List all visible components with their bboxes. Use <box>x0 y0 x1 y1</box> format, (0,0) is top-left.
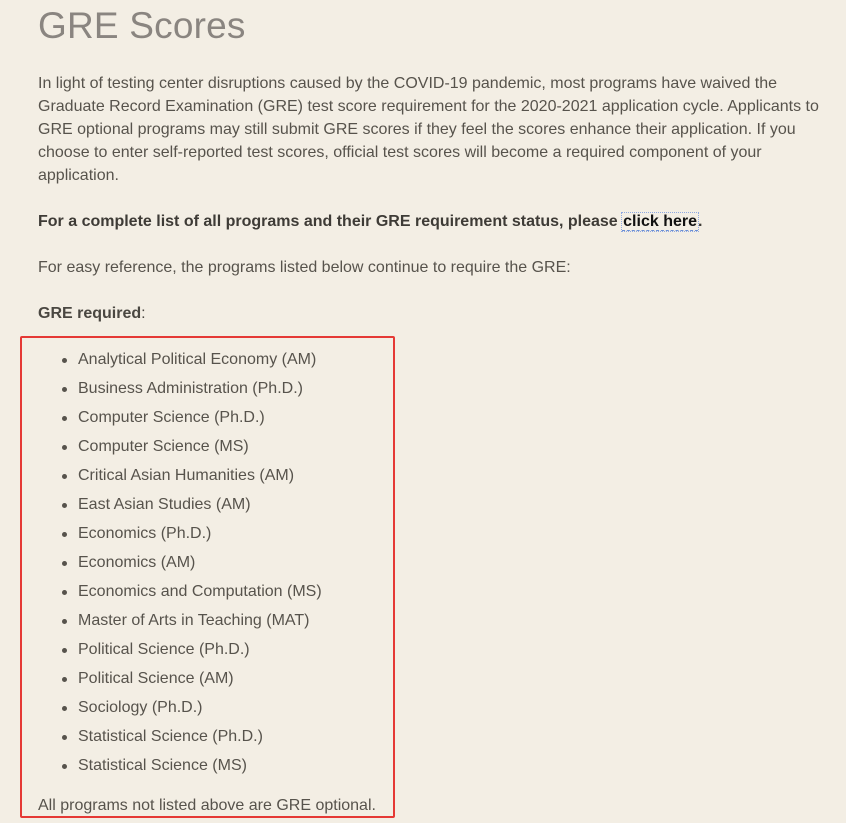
program-label: Economics and Computation (MS) <box>78 583 322 600</box>
program-label: Political Science (Ph.D.) <box>78 641 250 658</box>
program-label: Economics (AM) <box>78 554 196 571</box>
program-label: Economics (Ph.D.) <box>78 525 212 542</box>
program-label: Statistical Science (Ph.D.) <box>78 728 263 745</box>
program-label: Sociology (Ph.D.) <box>78 699 203 716</box>
gre-required-heading <box>38 302 146 325</box>
program-label: Master of Arts in Teaching (MAT) <box>78 612 310 629</box>
program-label: Analytical Political Economy (AM) <box>78 351 317 368</box>
program-label: Computer Science (Ph.D.) <box>78 409 265 426</box>
complete-list-suffix: . <box>697 213 703 230</box>
program-label: Statistical Science (MS) <box>78 757 247 774</box>
complete-list-paragraph <box>38 210 702 233</box>
complete-list-text: For a complete list of all programs and their GRE requirement status, please <box>38 213 618 230</box>
program-label: Critical Asian Humanities (AM) <box>78 467 295 484</box>
easy-reference-text: For easy reference, the programs listed below continue to require the GRE: <box>38 259 571 276</box>
gre-optional-note: All programs not listed above are GRE optional. <box>38 797 376 814</box>
program-label: Political Science (AM) <box>78 670 234 687</box>
program-label: East Asian Studies (AM) <box>78 496 251 513</box>
program-label: Computer Science (MS) <box>78 438 249 455</box>
highlight-box <box>20 336 395 818</box>
gre-required-suffix: : <box>141 305 146 322</box>
click-here-link[interactable]: click here <box>623 213 697 230</box>
page-title: GRE Scores <box>38 5 246 46</box>
program-label: Business Administration (Ph.D.) <box>78 380 303 397</box>
gre-required-label: GRE required <box>38 305 142 322</box>
intro-paragraph: In light of testing center disruptions caused by the COVID-19 pandemic, most programs have waived the Graduate Record Examination (GRE) test score requirement for the 2020-2021 application cycle. Applicants to GRE optional programs may still submit GRE scores if they feel the scores enhance their application. If you choose to enter self-reported test scores, official test scores will become a required component of your application. <box>38 75 819 184</box>
